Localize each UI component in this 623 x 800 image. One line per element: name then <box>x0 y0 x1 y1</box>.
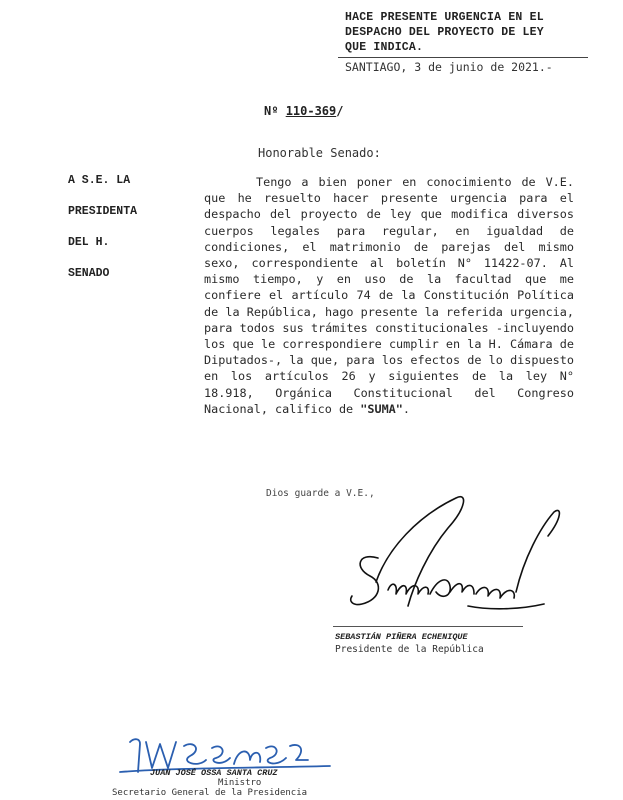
addressee-line-2: PRESIDENTA <box>68 205 138 218</box>
body-text-end: . <box>402 401 410 416</box>
number-value: 110-369 <box>285 104 337 118</box>
addressee-line-4: SENADO <box>68 267 110 280</box>
subject-line-1: HACE PRESENTE URGENCIA EN EL <box>345 11 544 24</box>
subject-header <box>345 10 585 55</box>
addressee-line-1: A S.E. LA <box>68 174 131 187</box>
minister-title: Ministro <box>218 778 262 788</box>
document-date: SANTIAGO, 3 de junio de 2021.- <box>345 60 553 74</box>
letter-body <box>204 174 574 417</box>
president-signature <box>318 488 568 618</box>
subject-line-3: QUE INDICA. <box>345 41 424 54</box>
urgency-emphasis: "SUMA" <box>360 401 403 416</box>
body-paragraph <box>204 174 574 417</box>
minister-name: JUAN JOSÉ OSSA SANTA CRUZ <box>150 768 278 778</box>
number-suffix: / <box>336 104 344 118</box>
salutation: Honorable Senado: <box>258 146 381 160</box>
body-text: Tengo a bien poner en conocimiento de V.E. que he resuelto hacer presente urgencia para el despacho del proyecto de ley que modifica diversos cuerpos legales para regular, en igualdad de condiciones, el matrimonio de parejas del mismo sexo, correspondiente al boletín N° 11422-07. Al mismo tiempo, y en uso de la facultad que me confiere el artículo 74 de la Constitución Política de la República, hago presente la referida urgencia, para todos sus trámites constitucionales -incluyendo los que le correspondiere cumplir en la H. Cámara de Diputados-, la que, para los efectos de lo dispuesto en los artículos 26 y siguientes de la ley N° 18.918, Orgánica Constitucional del Congreso Nacional, califico de <box>204 175 574 416</box>
minister-title-secondary: Secretario General de la Presidencia <box>112 788 308 798</box>
addressee-line-3: DEL H. <box>68 236 110 249</box>
president-title: Presidente de la República <box>335 644 484 655</box>
subject-line-2: DESPACHO DEL PROYECTO DE LEY <box>345 26 544 39</box>
president-signature-line <box>333 626 523 627</box>
president-name: SEBASTIÁN PIÑERA ECHENIQUE <box>335 632 468 642</box>
closing-line: Dios guarde a V.E., <box>266 488 375 499</box>
document-number <box>264 104 344 118</box>
number-prefix: Nº <box>264 104 279 118</box>
header-divider <box>338 57 588 58</box>
addressee-block <box>68 174 178 298</box>
